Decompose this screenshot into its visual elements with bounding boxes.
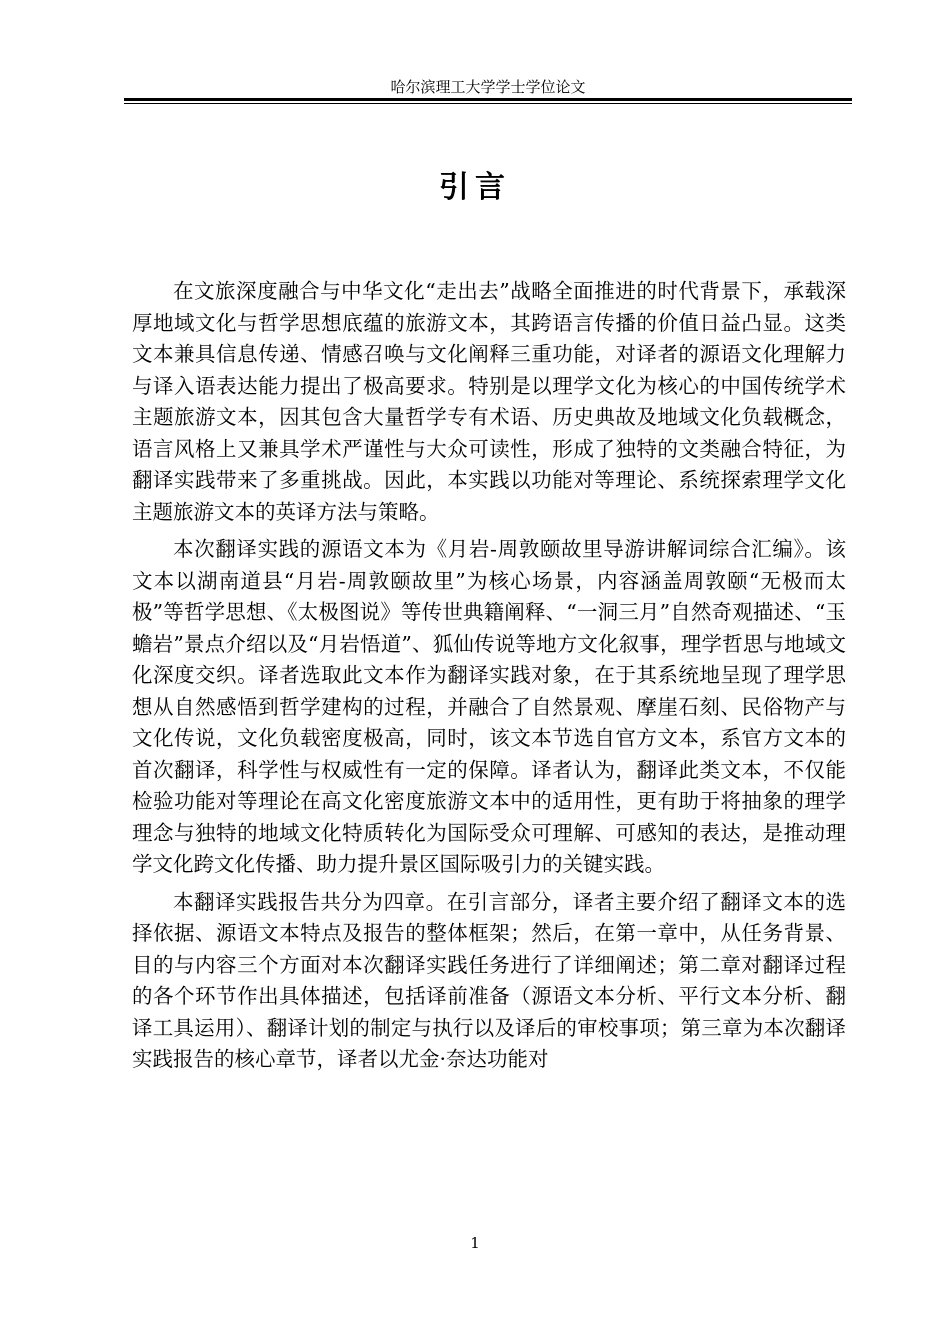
- paragraph: 本次翻译实践的源语文本为《月岩-周敦颐故里导游讲解词综合汇编》。该文本以湖南道县“月岩-周敦颐故里”为核心场景，内容涵盖周敦颐“无极而太极”等哲学思想、《太极图说》等传世典籍阐释、“一洞三月”自然奇观描述、“玉蟾岩”景点介绍以及“月岩悟道”、狐仙传说等地方文化叙事，理学哲思与地域文化深度交织。译者选取此文本作为翻译实践对象，在于其系统地呈现了理学思想从自然感悟到哲学建构的过程，并融合了自然景观、摩崖石刻、民俗物产与文化传说，文化负载密度极高，同时，该文本节选自官方文本，系官方文本的首次翻译，科学性与权威性有一定的保障。译者认为，翻译此类文本，不仅能检验功能对等理论在高文化密度旅游文本中的适用性，更有助于将抽象的理学理念与独特的地域文化特质转化为国际受众可理解、可感知的表达，是推动理学文化跨文化传播、助力提升景区国际吸引力的关键实践。: [132, 537, 846, 876]
- running-header: 哈尔滨理工大学学士学位论文: [390, 78, 586, 96]
- header-rule-thin: [124, 103, 852, 104]
- paragraph: 本翻译实践报告共分为四章。在引言部分，译者主要介绍了翻译文本的选择依据、源语文本特点及报告的整体框架；然后，在第一章中，从任务背景、目的与内容三个方面对本次翻译实践任务进行了详细阐述；第二章对翻译过程的各个环节作出具体描述，包括译前准备（源语文本分析、平行文本分析、翻译工具运用）、翻译计划的制定与执行以及译后的审校事项；第三章为本次翻译实践报告的核心章节，译者以尤金·奈达功能对: [132, 889, 846, 1071]
- paragraph: 在文旅深度融合与中华文化“走出去”战略全面推进的时代背景下，承载深厚地域文化与哲学思想底蕴的旅游文本，其跨语言传播的价值日益凸显。这类文本兼具信息传递、情感召唤与文化阐释三重功能，对译者的源语文化理解力与译入语表达能力提出了极高要求。特别是以理学文化为核心的中国传统学术主题旅游文本，因其包含大量哲学专有术语、历史典故及地域文化负载概念，语言风格上又兼具学术严谨性与大众可读性，形成了独特的文类融合特征，为翻译实践带来了多重挑战。因此，本实践以功能对等理论、系统探索理学文化主题旅游文本的英译方法与策略。: [132, 279, 846, 524]
- chapter-title: 引言: [439, 170, 511, 205]
- header-rule-thick: [124, 98, 852, 101]
- page-number: 1: [470, 1234, 480, 1252]
- body-text: [132, 276, 846, 1082]
- header-rule: [124, 98, 852, 105]
